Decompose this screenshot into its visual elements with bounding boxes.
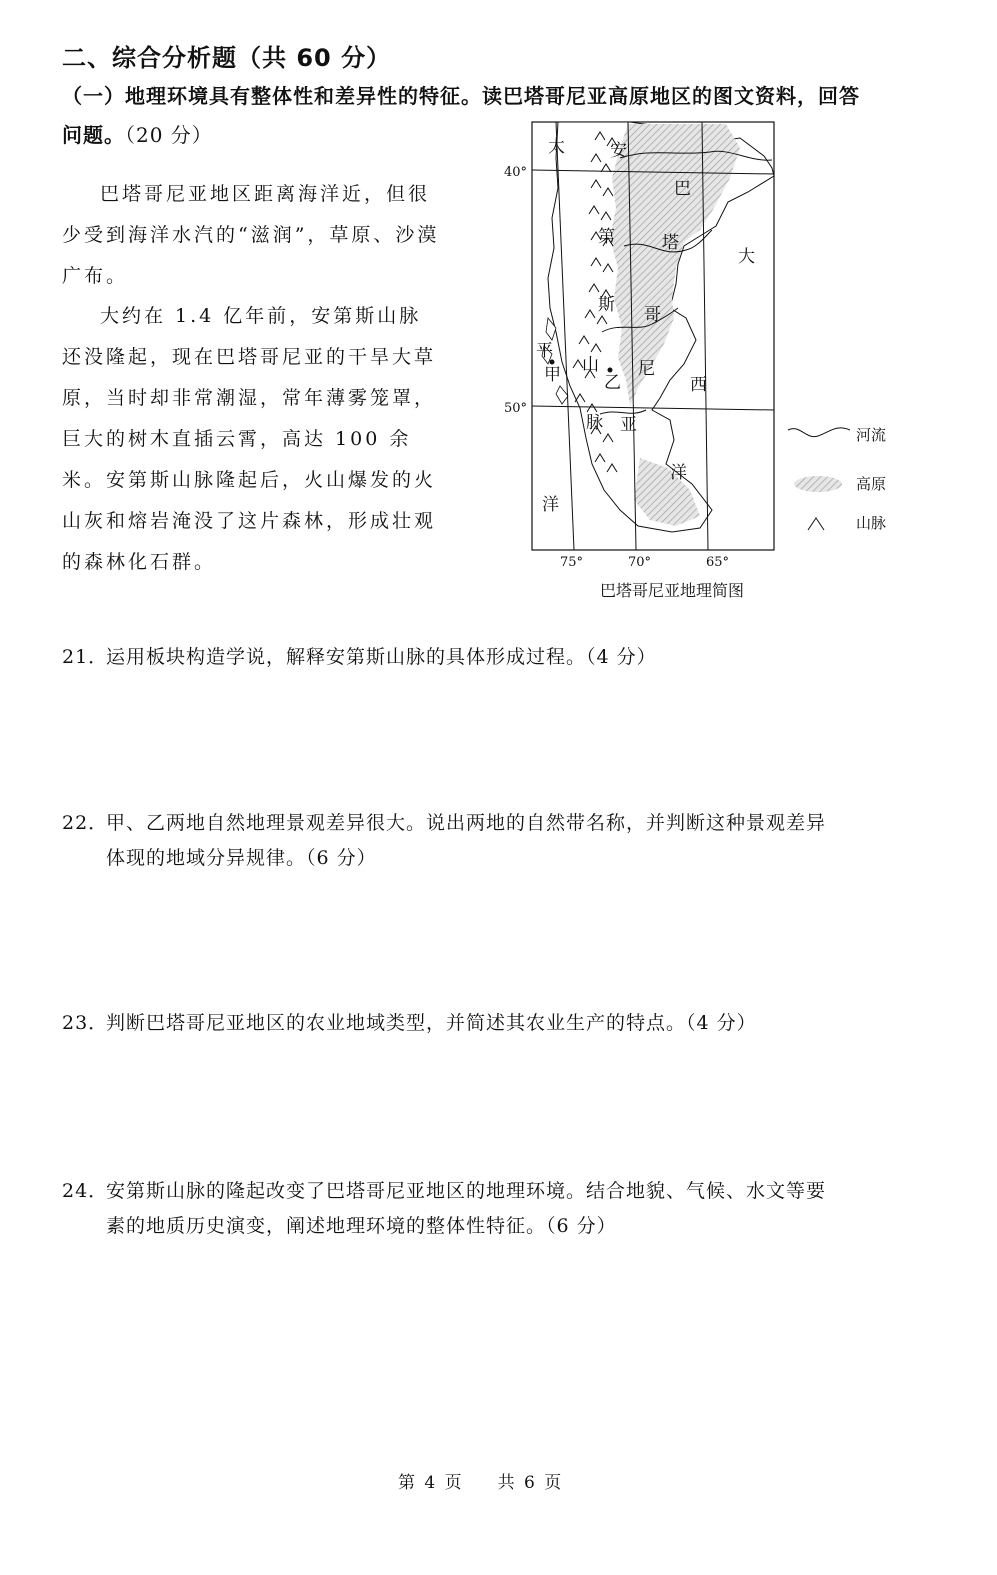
- question-number: 24．: [62, 1180, 109, 1202]
- label-mai: 脉: [586, 413, 603, 433]
- question-21: [62, 640, 922, 675]
- question-number: 22．: [62, 812, 109, 834]
- question-23: [62, 1006, 922, 1041]
- intro-line-2: [62, 119, 213, 148]
- lon-70: 70°: [628, 555, 652, 570]
- intro-line-1: （一）地理环境具有整体性和差异性的特征。读巴塔哥尼亚高原地区的图文资料，回答: [62, 84, 860, 108]
- label-da: 大: [738, 247, 755, 267]
- point-yi-marker: [608, 368, 613, 373]
- patagonia-map: [500, 118, 980, 608]
- lat-50: 50°: [504, 401, 528, 416]
- question-22: [62, 806, 922, 876]
- label-ba: 巴: [674, 179, 691, 199]
- intro-points: （20 分）: [125, 123, 213, 147]
- label-xi: 西: [690, 375, 707, 395]
- question-text: 安第斯山脉的隆起改变了巴塔哥尼亚地区的地理环境。结合地貌、气候、水文等要: [106, 1180, 827, 1202]
- legend-plateau-symbol: [794, 476, 842, 492]
- label-yang-right: 洋: [670, 463, 687, 483]
- page-total: 共 6 页: [497, 1473, 564, 1493]
- map-legend: [788, 426, 886, 532]
- label-ge: 哥: [644, 305, 661, 325]
- label-shan: 山: [582, 355, 599, 375]
- passage-paragraph-2: 大约在 1.4 亿年前，安第斯山脉还没隆起，现在巴塔哥尼亚的干旱大草原，当时却非常潮湿，常年薄雾笼罩，巨大的树木直插云霄，高达 100 余米。安第斯山脉隆起后，火山爆发的火山灰和熔岩淹没了这片森林，形成壮观的森林化石群。: [62, 305, 437, 573]
- label-tai: 太: [548, 137, 565, 157]
- lat-40: 40°: [504, 165, 528, 180]
- legend-mountain-symbol: [808, 518, 824, 530]
- legend-river: 河流: [856, 426, 887, 444]
- legend-mountain: 山脉: [856, 514, 887, 532]
- question-number: 23．: [62, 1012, 109, 1034]
- question-text-continued: 体现的地域分异规律。（6 分）: [106, 847, 377, 869]
- label-ya: 亚: [620, 415, 637, 435]
- page-footer: [398, 1468, 597, 1493]
- legend-river-symbol: [788, 428, 850, 437]
- intro-question-text: 问题。: [62, 123, 125, 147]
- label-yang-left: 洋: [542, 495, 559, 515]
- question-number: 21．: [62, 646, 109, 668]
- lon-75: 75°: [560, 555, 584, 570]
- lon-65: 65°: [706, 555, 730, 570]
- label-ping: 平: [536, 341, 553, 361]
- section-title: 二、综合分析题（共 60 分）: [62, 44, 392, 72]
- label-si: 斯: [598, 295, 615, 315]
- label-yi: 乙: [604, 373, 621, 393]
- page-number: 第 4 页: [398, 1473, 464, 1493]
- map-caption: 巴塔哥尼亚地理简图: [600, 581, 745, 600]
- label-ni: 尼: [638, 359, 655, 379]
- legend-plateau: 高原: [856, 475, 887, 493]
- label-ta: 塔: [662, 233, 679, 253]
- question-text-continued: 素的地质历史演变，阐述地理环境的整体性特征。（6 分）: [106, 1215, 617, 1237]
- question-text: 运用板块构造学说，解释安第斯山脉的具体形成过程。（4 分）: [106, 646, 657, 668]
- question-text: 甲、乙两地自然地理景观差异很大。说出两地的自然带名称，并判断这种景观差异: [106, 812, 827, 834]
- label-an: 安: [610, 141, 627, 161]
- passage-paragraph-1: 巴塔哥尼亚地区距离海洋近，但很少受到海洋水汽的“滋润”，草原、沙漠广布。: [62, 183, 440, 287]
- label-jia: 甲: [544, 365, 561, 385]
- question-text: 判断巴塔哥尼亚地区的农业地域类型，并简述其农业生产的特点。（4 分）: [106, 1012, 757, 1034]
- question-24: [62, 1174, 922, 1244]
- label-di: 第: [598, 227, 615, 247]
